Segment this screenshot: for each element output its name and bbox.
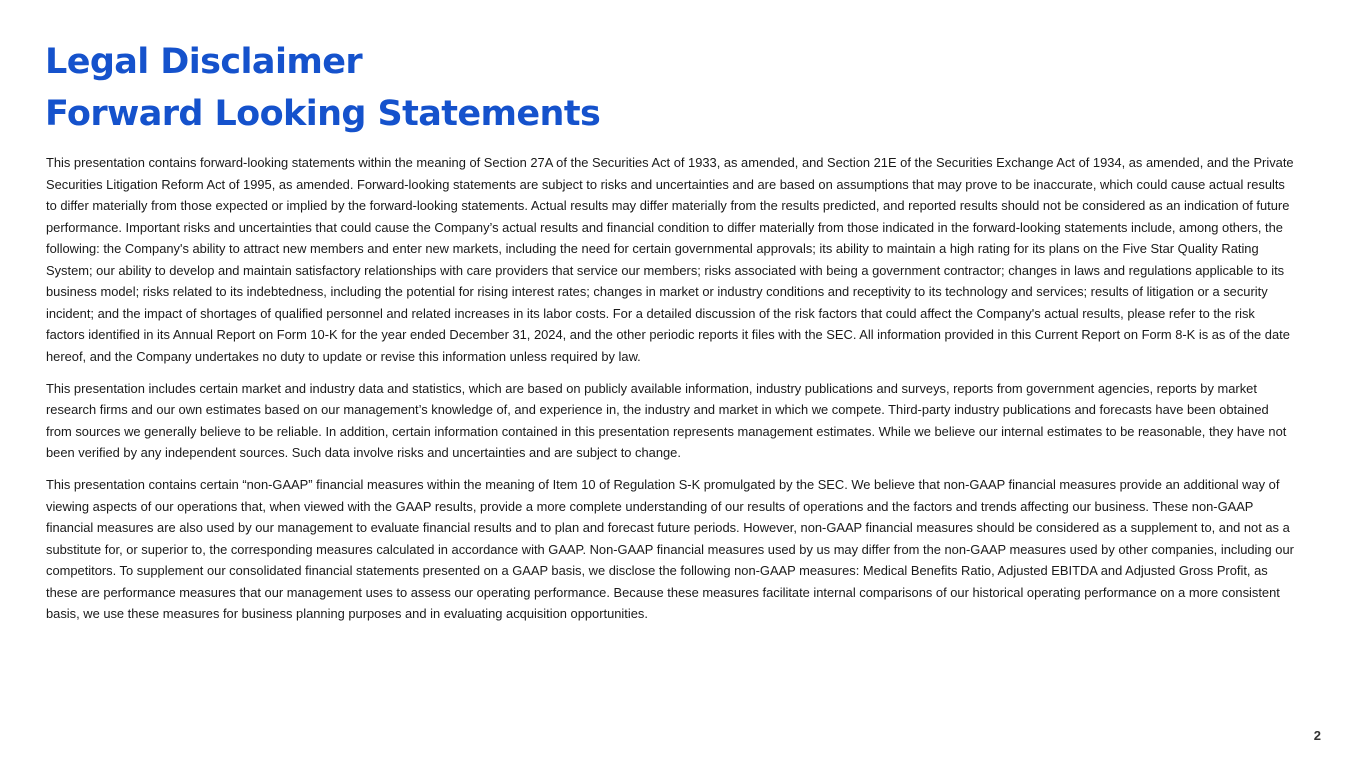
title-block [45, 36, 1295, 140]
title-forward-looking-statements: Forward Looking Statements [45, 94, 601, 134]
paragraph-forward-looking: This presentation contains forward-looking statements within the meaning of Section 27A of the Securities Act of 1933, as amended, and Section 21E of the Securities Exchange Act of 1934, as amended, and the Private Securities Litigation Reform Act of 1995, as amended. Forward-looking statements are subject to risks and uncertainties and are based on assumptions that may prove to be inaccurate, which could cause actual results to differ materially from those expected or implied by the forward-looking statements. Actual results may differ materially from the results predicted, and reported results should not be considered as an indication of future performance. Important risks and uncertainties that could cause the Company’s actual results and financial condition to differ materially from those indicated in the forward-looking statements include, among others, the following: the Company's ability to attract new members and enter new markets, including the need for certain governmental approvals; its ability to maintain a high rating for its plans on the Five Star Quality Rating System; our ability to develop and maintain satisfactory relationships with care providers that service our members; risks associated with being a government contractor; changes in laws and regulations applicable to its business model; risks related to its indebtedness, including the potential for rising interest rates; changes in market or industry conditions and receptivity to its technology and services; results of litigation or a security incident; and the impact of shortages of qualified personnel and related increases in its labor costs. For a detailed discussion of the risk factors that could affect the Company's actual results, please refer to the risk factors identified in its Annual Report on Form 10-K for the year ended December 31, 2024, and the other periodic reports it files with the SEC. All information provided in this Current Report on Form 8-K is as of the date hereof, and the Company undertakes no duty to update or revise this information unless required by law. [46, 155, 1294, 364]
disclaimer-body [46, 152, 1294, 635]
paragraph-non-gaap: This presentation contains certain “non-GAAP” financial measures within the meaning of Item 10 of Regulation S-K promulgated by the SEC. We believe that non-GAAP financial measures provide an additional way of viewing aspects of our operations that, when viewed with the GAAP results, provide a more complete understanding of our results of operations and the factors and trends affecting our business. These non-GAAP financial measures are also used by our management to evaluate financial results and to plan and forecast future periods. However, non-GAAP financial measures should be considered as a supplement to, and not as a substitute for, or superior to, the corresponding measures calculated in accordance with GAAP. Non-GAAP financial measures used by us may differ from the non-GAAP measures used by other companies, including our competitors. To supplement our consolidated financial statements presented on a GAAP basis, we disclose the following non-GAAP measures: Medical Benefits Ratio, Adjusted EBITDA and Adjusted Gross Profit, as these are performance measures that our management uses to assess our operating performance. Because these measures facilitate internal comparisons of our historical operating performance on a more consistent basis, we use these measures for business planning purposes and in evaluating acquisition opportunities. [46, 477, 1294, 621]
paragraph-market-data: This presentation includes certain market and industry data and statistics, which are based on publicly available information, industry publications and surveys, reports from government agencies, reports by market research firms and our own estimates based on our management’s knowledge of, and experience in, the industry and market in which we compete. Third-party industry publications and forecasts have been obtained from sources we generally believe to be reliable. In addition, certain information contained in this presentation represents management estimates. While we believe our internal estimates to be reasonable, they have not been verified by any independent sources. Such data involve risks and uncertainties and are subject to change. [46, 380, 1287, 460]
page-number: 2 [1313, 728, 1321, 743]
title-legal-disclaimer: Legal Disclaimer [45, 42, 363, 82]
